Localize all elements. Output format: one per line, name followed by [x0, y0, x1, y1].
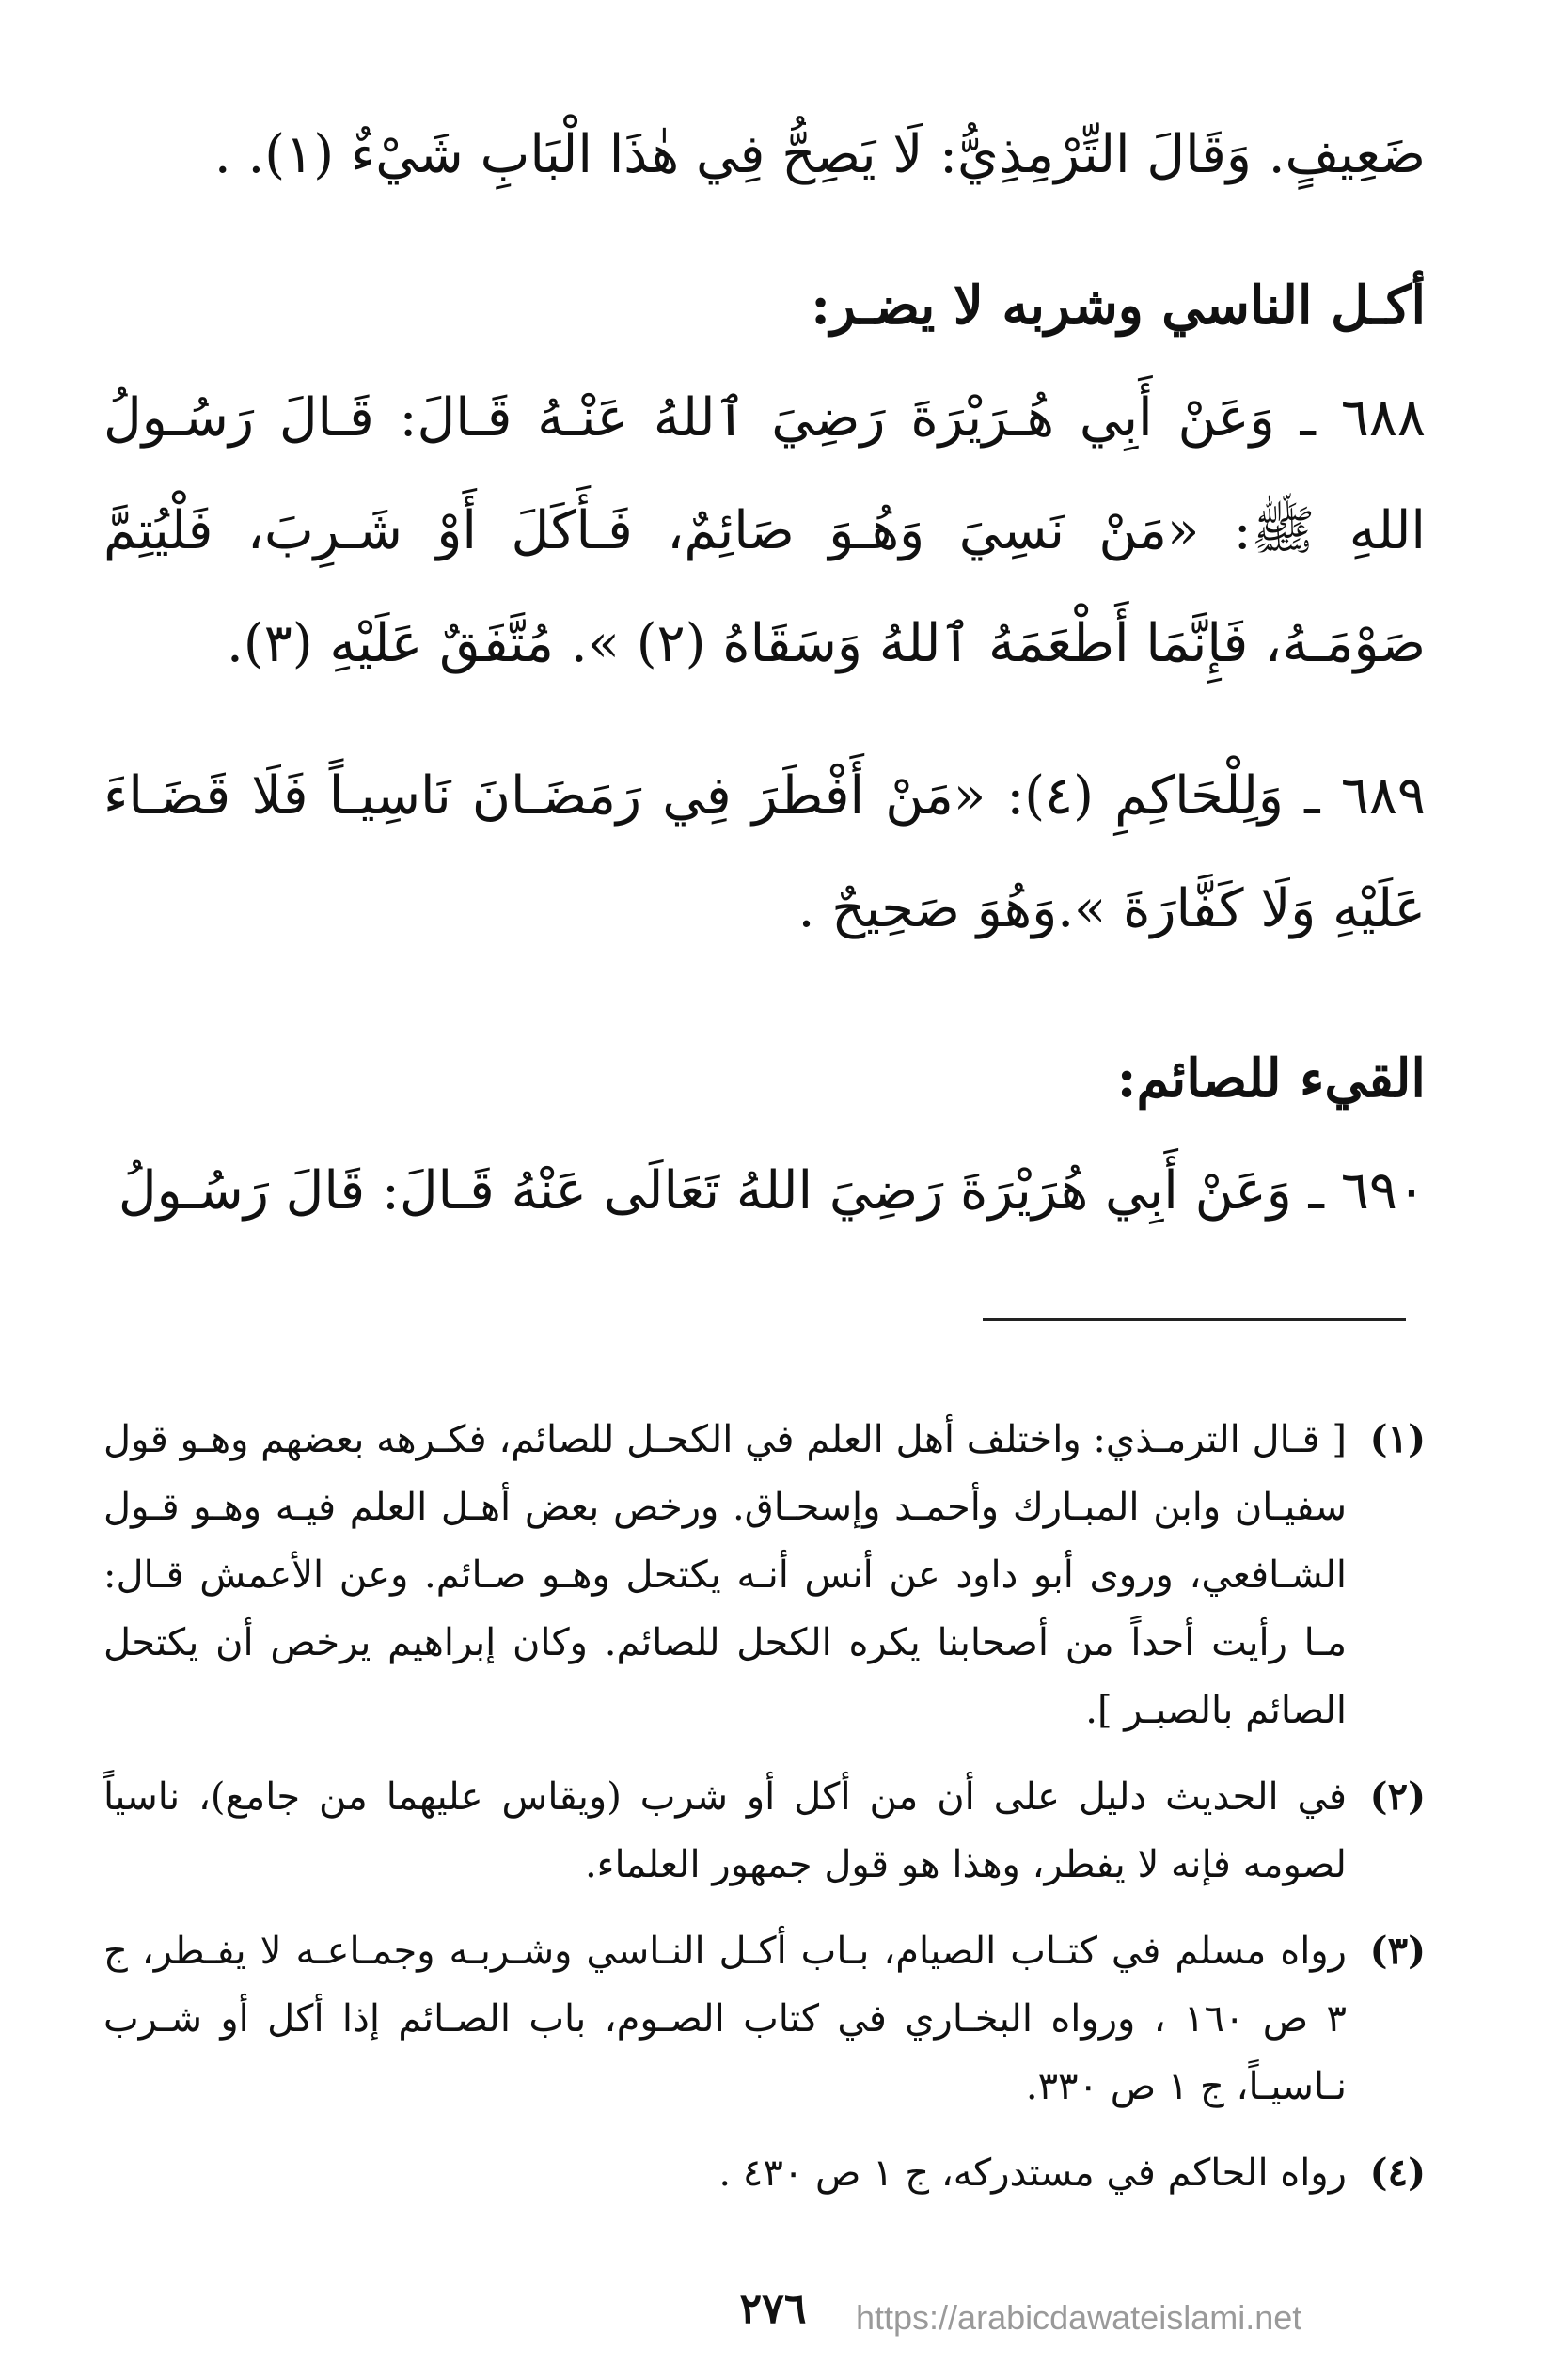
footnote — [103, 1406, 1426, 1744]
main-text — [103, 99, 1426, 1248]
footnote — [103, 1763, 1426, 1899]
footnote-number: (١) — [1369, 1417, 1426, 1461]
footnote-text: رواه مسلم في كتـاب الصيام، بـاب أكـل النـاسي وشـربـه وجمـاعـه لا يفـطر، ج ٣ ص ١٦٠ ، ورواه البخـاري في كتاب الصـوم، باب الصـائم إذا أكل أو شـرب نـاسيـاً، ج ١ ص ٣٣٠. — [103, 1930, 1347, 2108]
footnote-number: (٤) — [1369, 2151, 1426, 2195]
footnote-number: (٣) — [1369, 1929, 1426, 1973]
footnote — [103, 1917, 1426, 2120]
footnote-separator — [983, 1318, 1406, 1321]
footnote-text: [ قـال الترمـذي: واختلف أهل العلم في الكحـل للصائم، فكـرهه بعضهم وهـو قول سفيـان وابن المبـارك وأحمـد وإسحـاق. ورخص بعض أهـل العلم فيـه وهـو قـول الشـافعي، وروى أبو داود عن أنس أنـه يكتحل وهـو صـائم. وعن الأعمش قـال: مـا رأيت أحداً من أصحابنا يكره الكحل للصائم. وكان إبراهيم يرخص أن يكتحل الصائم بالصبـر ]. — [103, 1418, 1347, 1732]
section-heading-vomiting: القيء للصائم: — [1116, 1048, 1426, 1110]
section-heading-forgetful-eating: أكـل الناسي وشربه لا يضـر: — [811, 275, 1426, 337]
intro-paragraph: ضَعِيفٍ. وَقَالَ التِّرْمِذِيُّ: لَا يَصِحُّ فِي هٰذَا الْبَابِ شَيْءٌ (١). . — [213, 124, 1426, 185]
hadith-689: ٦٨٩ ـ وَلِلْحَاكِمِ (٤): «مَنْ أَفْطَرَ فِي رَمَضَـانَ نَاسِيـاً فَلَا قَضَـاءَ عَلَيْهِ وَلَا كَفَّارَةَ ».وَهُوَ صَحِيحٌ . — [103, 765, 1426, 939]
watermark-url: https://arabicdawateislami.net — [856, 2298, 1302, 2337]
hadith-688: ٦٨٨ ـ وَعَنْ أَبِي هُـرَيْرَةَ رَضِيَ ٱللهُ عَنْـهُ قَـالَ: قَـالَ رَسُـولُ اللهِ ﷺ: «مَنْ نَسِيَ وَهُـوَ صَائِمٌ، فَـأَكَلَ أَوْ شَـرِبَ، فَلْيُتِمَّ صَوْمَـهُ، فَإِنَّمَا أَطْعَمَهُ ٱللهُ وَسَقَاهُ (٢) ». مُتَّفَقٌ عَلَيْهِ (٣). — [103, 387, 1426, 674]
footnote-text: رواه الحاكم في مستدركه، ج ١ ص ٤٣٠ . — [718, 2151, 1347, 2195]
footnote-text: في الحديث دليل على أن من أكل أو شرب (ويقاس عليهما من جامع)، ناسياً لصومه فإنه لا يفطر، وهذا هو قول جمهور العلماء. — [103, 1775, 1347, 1886]
footnote-number: (٢) — [1369, 1774, 1426, 1819]
page-number: ٢٧٦ — [739, 2285, 807, 2333]
footnote — [103, 2139, 1426, 2207]
hadith-690: ٦٩٠ ـ وَعَنْ أَبِي هُرَيْرَةَ رَضِيَ اللهُ تَعَالَى عَنْهُ قَـالَ: قَالَ رَسُـولُ — [118, 1160, 1426, 1222]
footnotes — [103, 1406, 1426, 2226]
